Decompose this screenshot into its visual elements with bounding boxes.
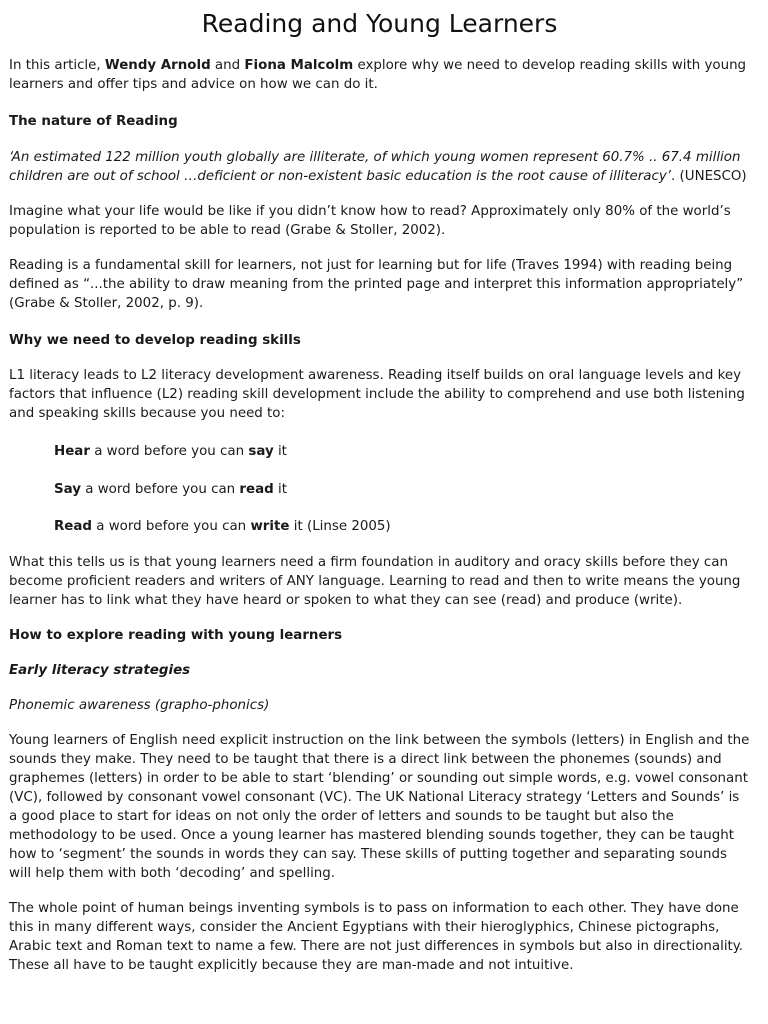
- heading-early-literacy: Early literacy strategies: [9, 663, 191, 678]
- hear-mid-text: a word before you can: [89, 444, 249, 459]
- intro-paragraph: [9, 56, 750, 94]
- paragraph-phonics: Young learners of English need explicit instruction on the link between the symbols (letters) in English and the sounds they make. They need to be taught that there is a direct link between the phonemes (sounds) and graphemes (letters) in order to be able to start ‘blending’ or sounding out simple words, e.g. vowel consonant (VC), followed by consonant vowel consonant (VC). The UK National Literacy strategy ‘Letters and Sounds’ is a good place to start for ideas on not only the order of letters and sounds to be taught but also the methodology to be used. Once a young learner has mastered blending sounds together, they can be taught how to ‘segment’ the sounds in words they can say. These skills of putting together and separating sounds will help them with both ‘decoding’ and spelling.: [9, 733, 750, 881]
- intro-text-2: and: [210, 58, 245, 73]
- quote-source: . (UNESCO): [671, 169, 747, 184]
- paragraph-fundamental-skill: Reading is a fundamental skill for learners, not just for learning but for life (Traves 1994) with reading being defined as “...the ability to draw meaning from the printed page and interpret this information appropriately” (Grabe & Stoller, 2002, p. 9).: [9, 258, 744, 311]
- unesco-quote: [9, 148, 750, 186]
- heading-phonemic-awareness: Phonemic awareness (grapho-phonics): [9, 698, 270, 713]
- read-write-line: [9, 517, 750, 536]
- intro-text-1: In this article,: [9, 58, 105, 73]
- author-name-2: Fiona Malcolm: [244, 58, 354, 73]
- hear-end-text: it: [273, 444, 287, 459]
- heading-why-develop-reading: Why we need to develop reading skills: [9, 333, 301, 348]
- page-title: Reading and Young Learners: [201, 9, 558, 38]
- write-word: write: [250, 519, 290, 534]
- paragraph-symbols: The whole point of human beings inventing symbols is to pass on information to each other. They have done this in many different ways, consider the Ancient Egyptians with their hieroglyphics, Chinese pictographs, Arabic text and Roman text to name a few. There are not just differences in symbols but also in directionality. These all have to be taught explicitly because they are man-made and not intuitive.: [9, 901, 744, 973]
- say-word: say: [248, 444, 274, 459]
- paragraph-firm-foundation: What this tells us is that young learners need a firm foundation in auditory and oracy skills before they can become proficient readers and writers of ANY language. Learning to read and then to write means the young learner has to link what they have heard or spoken to what they can see (read) and produce (write).: [9, 555, 741, 608]
- say-end-text: it: [273, 482, 287, 497]
- paragraph-imagine: Imagine what your life would be like if you didn’t know how to read? Approximately only 80% of the world’s population is reported to be able to read (Grabe & Stoller, 2002).: [9, 204, 731, 238]
- heading-nature-of-reading: The nature of Reading: [9, 114, 178, 129]
- hear-word: Hear: [54, 444, 90, 459]
- intro-text-3: explore why we need to develop reading skills with young learners and offer tips and advice on how we can do it.: [9, 58, 747, 92]
- say-word-start: Say: [54, 482, 81, 497]
- quote-text: ‘An estimated 122 million youth globally are illiterate, of which young women represent 60.7% .. 67.4 million children are out of school …deficient or non-existent basic education is the root cause of illiteracy’: [9, 150, 741, 184]
- read-end-text: it (Linse 2005): [289, 519, 391, 534]
- paragraph-l1-literacy: L1 literacy leads to L2 literacy development awareness. Reading itself builds on oral language levels and key factors that influence (L2) reading skill development include the ability to comprehend and use both listening and speaking skills because you need to:: [9, 368, 745, 421]
- read-word: read: [239, 482, 274, 497]
- say-mid-text: a word before you can: [81, 482, 240, 497]
- read-mid-text: a word before you can: [92, 519, 251, 534]
- read-word-start: Read: [54, 519, 93, 534]
- author-name-1: Wendy Arnold: [104, 58, 211, 73]
- hear-say-line: [9, 442, 750, 461]
- say-read-line: [9, 480, 750, 499]
- heading-how-to-explore: How to explore reading with young learners: [9, 628, 343, 643]
